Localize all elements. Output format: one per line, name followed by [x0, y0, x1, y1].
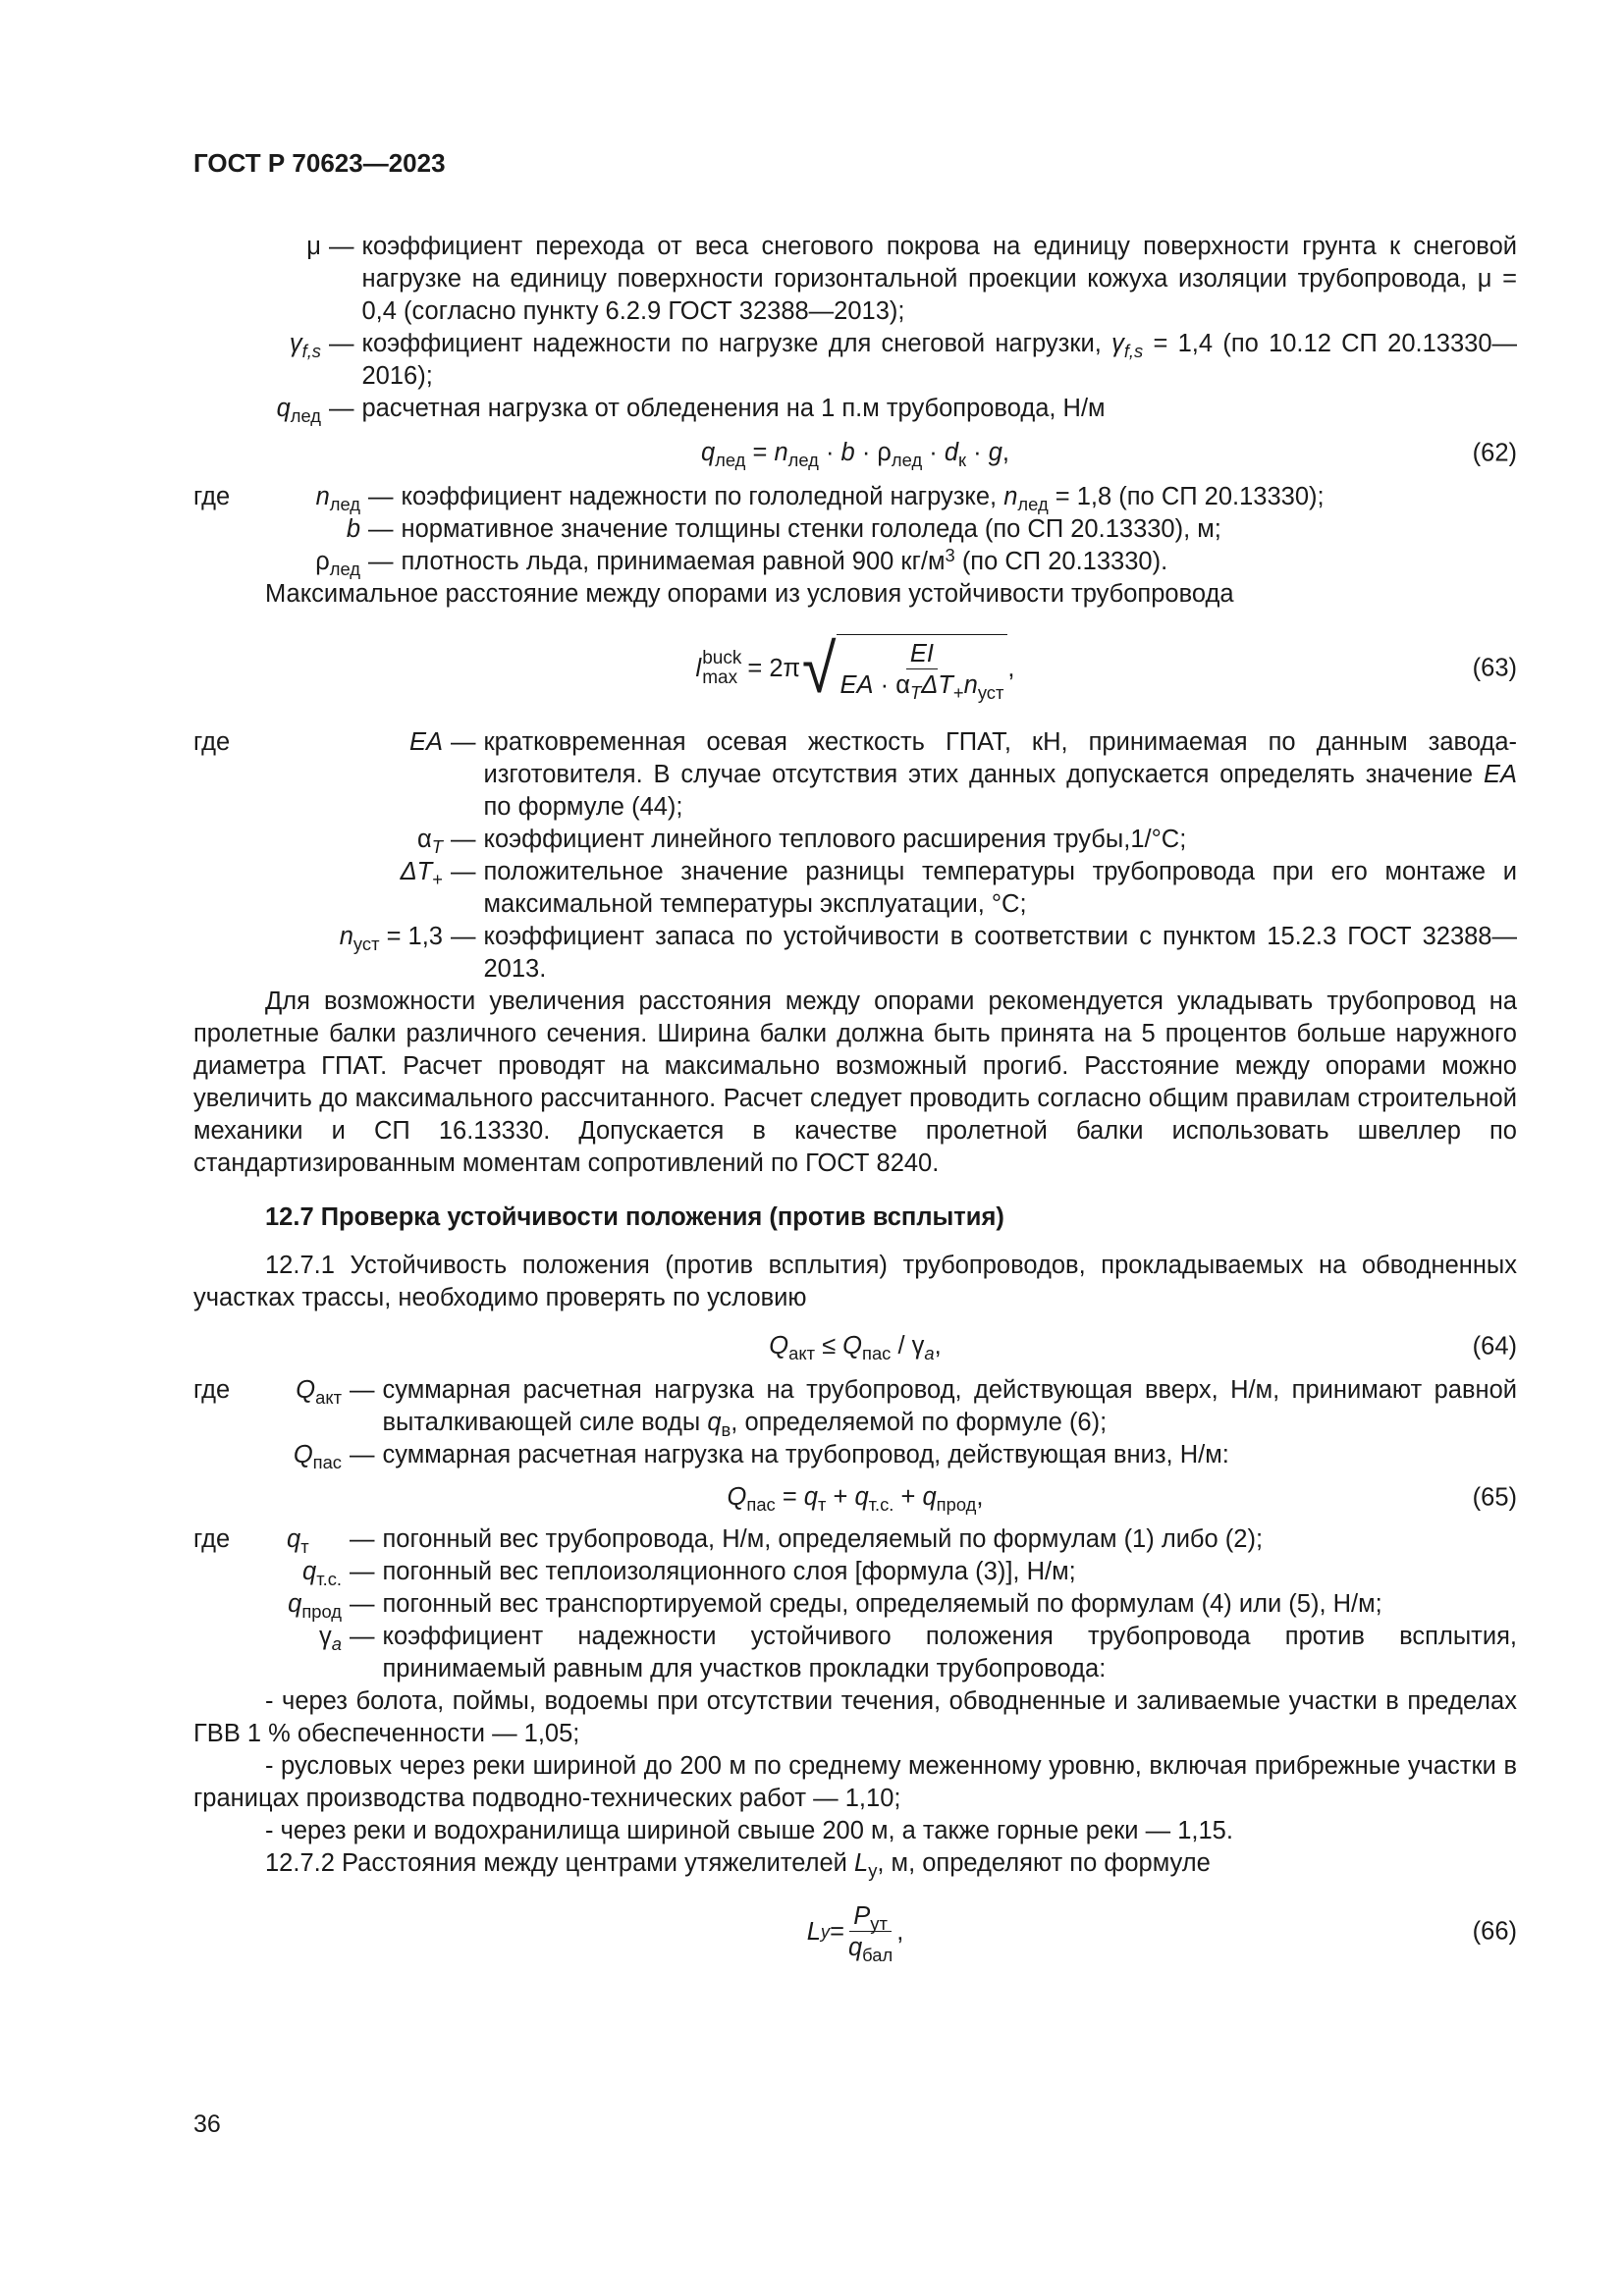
def-text: коэффициент линейного теплового расширения трубы,1/°С; [483, 826, 1187, 853]
definition-gamma-a: $\gamma_a$ — коэффициент надежности устойчивого положения трубопровода против всплытия, принимаемый равным для участков прокладки трубопровода: [193, 1621, 1517, 1685]
formula-number: (63) [1472, 654, 1517, 682]
def-symbol: $\gamma_{f,s}$ [289, 330, 321, 361]
bullet-item: - через реки и водохранилища шириной свыше 200 м, а также горные реки — 1,15. [265, 1817, 1233, 1844]
def-symbol: $Q_{пас}$ [293, 1441, 342, 1472]
def-symbol: $\alpha_T$ [417, 826, 443, 857]
def-symbol: $\rho_{лед}$ [315, 548, 360, 579]
formula-66: L y = $\frac{P_{ут}}{q_{бал}}$ , (66) [806, 1901, 1517, 1965]
section-heading-12-7: 12.7 Проверка устойчивости положения (против всплытия) [265, 1203, 1004, 1231]
def-text: погонный вес трубопровода, Н/м, определяемый по формулам (1) либо (2); [382, 1525, 1264, 1553]
def-text: суммарная расчетная нагрузка на трубопровод, действующая вниз, Н/м: [382, 1441, 1229, 1468]
def-text: погонный вес теплоизоляционного слоя [формула (3)], Н/м; [382, 1558, 1076, 1585]
paragraph-max-distance: Максимальное расстояние между опорами из условия устойчивости трубопровода [265, 580, 1234, 608]
fraction: $\frac{P_{ут}}{q_{бал}}$ [847, 1901, 893, 1965]
formula-63: l buck max = 2π √ $\frac{EI}{EA \cdot \alpha_T\Delta T_+n_{уст}}$ , (63) [695, 630, 1517, 707]
def-text: коэффициент надежности устойчивого положения трубопровода против всплытия, принимаемый равным для участков прокладки трубопровода: [382, 1623, 1517, 1682]
def-text: суммарная расчетная нагрузка на трубопровод, действующая вверх, Н/м, принимают равной выталкивающей силе воды $q_в$, определяемой по формуле (6); [382, 1376, 1517, 1440]
def-symbol: $q_{прод}$ [288, 1590, 342, 1622]
definition-n-ust: $n_{уст} = 1,3$ — коэффициент запаса по устойчивости в соответствии с пунктом 15.2.3 ГОСТ 32388—2013. [193, 921, 1517, 986]
formula-64: $Q_{акт} \le Q_{пас} / \gamma_a$, (64) [769, 1332, 1517, 1363]
document-body [193, 231, 1517, 1968]
definition-q-ice: $q_{лед}$ — расчетная нагрузка от обледенения на 1 п.м трубопровода, Н/м [193, 393, 1517, 425]
definition-ea: EA — кратковременная осевая жесткость ГПАТ, кН, принимаемая по данным завода-изготовителя. В случае отсутствия этих данных допускается определять значение EA по формуле (44); [193, 726, 1517, 824]
def-text: коэффициент надежности по гололедной нагрузке, $n_{лед} = 1,8$ (по СП 20.13330); [401, 483, 1325, 514]
definition-q-ts: $q_{т.с.}$ — погонный вес теплоизоляционного слоя [формула (3)], Н/м; [193, 1556, 1517, 1588]
formula-number: (65) [1472, 1483, 1517, 1511]
page-number: 36 [193, 2110, 221, 2138]
def-symbol: $n_{уст} = 1,3$ [339, 923, 443, 954]
definitions-62 [193, 481, 1517, 578]
def-text: кратковременная осевая жесткость ГПАТ, кН, принимаемая по данным завода-изготовителя. В случае отсутствия этих данных допускается определять значение EA по формуле (44); [483, 728, 1517, 821]
page-header: ГОСТ Р 70623—2023 [193, 148, 446, 178]
definition-q-akt: где $Q_{акт}$ — суммарная расчетная нагрузка на трубопровод, действующая вверх, Н/м, принимают равной выталкивающей силе воды $q_в$, определяемой по формуле (6); [193, 1376, 1517, 1440]
def-symbol: μ [306, 233, 321, 260]
def-text: погонный вес транспортируемой среды, определяемый по формулам (4) или (5), Н/м; [382, 1590, 1382, 1618]
formula-number: (62) [1472, 439, 1517, 466]
definition-n-ice: где $n_{лед}$ — коэффициент надежности по гололедной нагрузке, $n_{лед} = 1,8$ (по СП 20.13330); [193, 481, 1517, 513]
definition-gamma-fs: $\gamma_{f,s}$ — коэффициент надежности по нагрузке для снеговой нагрузки, $\gamma_{f,s} = 1,4$ (по 10.12 СП 20.13330—2016); [193, 328, 1517, 393]
def-symbol: где $n_{лед}$ [193, 483, 360, 514]
definition-q-t: где $q_т$ — погонный вес трубопровода, Н/м, определяемый по формулам (1) либо (2); [193, 1523, 1517, 1556]
definition-alpha-t: $\alpha_T$ — коэффициент линейного теплового расширения трубы,1/°С; [193, 824, 1517, 856]
def-text: коэффициент надежности по нагрузке для снеговой нагрузки, $\gamma_{f,s} = 1,4$ (по 10.12 СП 20.13330—2016); [361, 330, 1518, 390]
bullet-item: - через болота, поймы, водоемы при отсутствии течения, обводненные и заливаемые участки в пределах ГВВ 1 % обеспеченности — 1,05; [193, 1687, 1517, 1747]
paragraph-12-7-1: 12.7.1 Устойчивость положения (против всплытия) трубопроводов, прокладываемых на обводненных участках трассы, необходимо проверять по условию [193, 1252, 1517, 1311]
definition-q-prod: $q_{прод}$ — погонный вес транспортируемой среды, определяемый по формулам (4) или (5), Н/м; [193, 1588, 1517, 1621]
def-symbol: где $Q_{акт}$ [193, 1376, 342, 1408]
def-text: коэффициент запаса по устойчивости в соответствии с пунктом 15.2.3 ГОСТ 32388—2013. [483, 923, 1517, 983]
def-text: плотность льда, принимаемая равной 900 $кг/м^3$ (по СП 20.13330). [401, 544, 1168, 575]
definition-delta-t: $\Delta T_+$ — положительное значение разницы температуры трубопровода при его монтаже и максимальной температуры эксплуатации, °С; [193, 856, 1517, 921]
where-label: где [193, 728, 231, 756]
def-symbol: $q_{т.с.}$ [302, 1558, 342, 1589]
def-symbol: где $q_т$ [193, 1525, 309, 1557]
def-symbol: $\Delta T_+$ [400, 858, 443, 889]
formula-number: (64) [1472, 1332, 1517, 1360]
formula-65: $Q_{пас} = q_т + q_{т.с.} + q_{прод}$, (65) [727, 1483, 1517, 1515]
definitions-63 [193, 726, 1517, 986]
bullet-item: - русловых через реки шириной до 200 м по среднему меженному уровню, включая прибрежные участки в границах производства подводно-технических работ — 1,10; [193, 1752, 1517, 1812]
fraction: $\frac{EI}{EA \cdot \alpha_T\Delta T_+n_{уст}}$ [839, 640, 1004, 703]
definition-q-pas: $Q_{пас}$ — суммарная расчетная нагрузка на трубопровод, действующая вниз, Н/м: [193, 1439, 1517, 1471]
def-symbol: $q_{лед}$ [276, 395, 321, 426]
def-text: положительное значение разницы температуры трубопровода при его монтаже и максимальной температуры эксплуатации, °С; [483, 858, 1517, 918]
def-text: коэффициент перехода от веса снегового покрова на единицу поверхности грунта к снеговой нагрузке на единицу поверхности горизонтальной проекции кожуха изоляции трубопровода, μ = 0,4 (согласно пункту 6.2.9 ГОСТ 32388—2013); [361, 233, 1517, 325]
paragraph-beams: Для возможности увеличения расстояния между опорами рекомендуется укладывать трубопровод на пролетные балки различного сечения. Ширина балки должна быть принята на 5 процентов больше наружного диаметра ГПАТ. Расчет проводят на максимально возможный прогиб. Расстояние между опорами можно увеличить до максимального рассчитанного. Расчет следует проводить согласно общим правилам строительной механики и СП 16.13330. Допускается в качестве пролетной балки использовать швеллер по стандартизированным моментам сопротивлений по ГОСТ 8240. [193, 988, 1517, 1177]
def-text: нормативное значение толщины стенки гололеда (по СП 20.13330), м; [401, 515, 1221, 543]
paragraph-12-7-2: 12.7.2 Расстояния между центрами утяжелителей $L_у$, м, определяют по формуле [265, 1849, 1211, 1881]
square-root: √ $\frac{EI}{EA \cdot \alpha_T\Delta T_+n_{уст}}$ [800, 634, 1007, 703]
def-symbol: $\gamma_a$ [319, 1623, 342, 1654]
formula-62: $q_{лед} = n_{лед} \cdot b \cdot \rho_{лед} \cdot d_к \cdot g$, (62) [700, 439, 1517, 470]
formula-number: (66) [1472, 1917, 1517, 1946]
definitions-64 [193, 1374, 1517, 1471]
definitions-65 [193, 1523, 1517, 1685]
def-text: расчетная нагрузка от обледенения на 1 п.м трубопровода, Н/м [361, 395, 1106, 422]
def-symbol: EA [408, 728, 443, 756]
definition-mu: μ — коэффициент перехода от веса снегового покрова на единицу поверхности грунта к снеговой нагрузке на единицу поверхности горизонтальной проекции кожуха изоляции трубопровода, μ = 0,4 (согласно пункту 6.2.9 ГОСТ 32388—2013); [193, 231, 1517, 328]
definition-b: b — нормативное значение толщины стенки гололеда (по СП 20.13330), м; [193, 513, 1517, 546]
def-symbol: b [346, 515, 360, 543]
definition-rho-ice: $\rho_{лед}$ — плотность льда, принимаемая равной 900 $кг/м^3$ (по СП 20.13330). [193, 546, 1517, 578]
